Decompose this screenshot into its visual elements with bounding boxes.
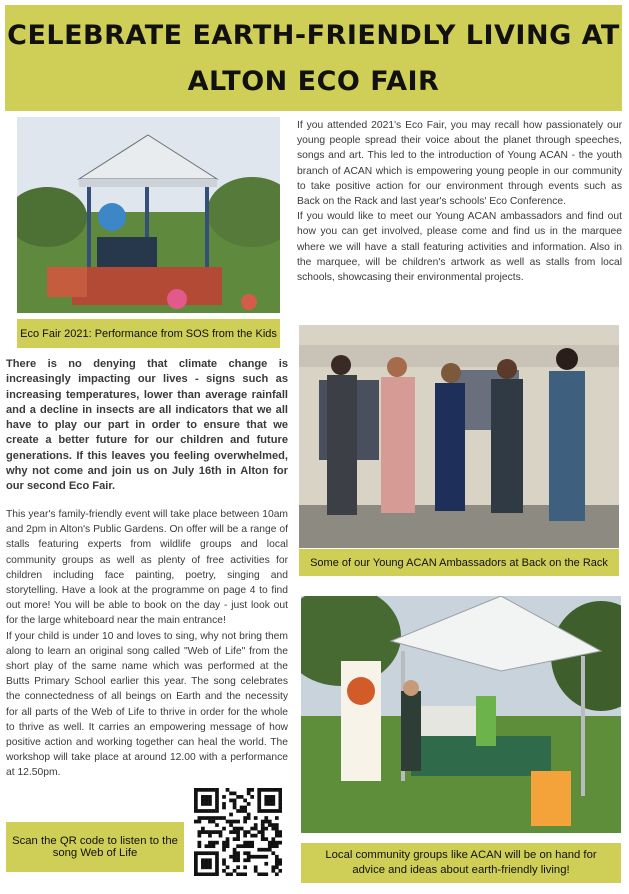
title-banner (5, 5, 622, 111)
stall-caption: Local community groups like ACAN will be on hand for advice and ideas about earth-friendly living! (301, 843, 621, 883)
page-title (5, 5, 622, 105)
bandstand-photo (17, 117, 280, 313)
title-line-1: CELEBRATE EARTH-FRIENDLY LIVING AT (7, 20, 620, 51)
left-body-text (6, 507, 288, 781)
qr-code[interactable] (194, 788, 282, 876)
qr-caption: Scan the QR code to listen to the song Web of Life (6, 822, 184, 872)
song-paragraph: If your child is under 10 and loves to sing, why not bring them along to learn an original song called "Web of Life" from the short play of the same name which was performed at the Butts Primary School earlier this year. The song celebrates the connectedness of all beings on Earth and the necessity for all parts of the Web of Life to thrive in order for the whole to thrive as well. It carries an empowering message of how positive action and working together can heal the world. The workshop will take place at around 12.00 with a performance at 12.50pm. (6, 630, 288, 779)
young-acan-paragraph: If you attended 2021's Eco Fair, you may recall how passionately our young people spread their voice about the planet through speeches, songs and art. This led to the introduction of Young ACAN - the youth branch of ACAN which is empowering young people in our community to take positive action for our environment through events such as Back on the Rack and last year's schools' Eco Conference. (297, 120, 622, 208)
event-paragraph: This year's family-friendly event will take place between 10am and 2pm in Alton's Public Gardens. On offer will be a range of stalls featuring experts from wildlife groups and local community groups as well as plenty of free activities for children including face painting, poetry, singing and storytelling. Have a look at the programme on page 4 to find out more! You will be able to book on the day - just look out for the large whiteboard near the main entrance! (6, 509, 288, 627)
ambassadors-caption: Some of our Young ACAN Ambassadors at Back on the Rack (299, 549, 619, 576)
stall-photo (301, 596, 621, 833)
right-intro-text (297, 118, 622, 285)
marquee-paragraph: If you would like to meet our Young ACAN ambassadors and find out how you can get involved, please come and find us in the marquee where we will have a stall featuring activities and information. Also in the marquee, will be children's artwork as well as stalls from local schools, showcasing their environmental projects. (297, 211, 622, 284)
ambassadors-photo (299, 325, 619, 548)
climate-lead-paragraph: There is no denying that climate change is increasingly impacting our lives - signs such as increasing temperatures, lower than average rainfall and a decline in insects are all indicators that we all have to play our part in order to ensure that we create a better future for our children and future generations. If this leaves you feeling overwhelmed, why not come and join us on July 16th in Alton for our second Eco Fair. (6, 358, 288, 493)
bandstand-caption: Eco Fair 2021: Performance from SOS from the Kids (17, 319, 280, 348)
title-line-2: ALTON ECO FAIR (187, 66, 440, 97)
